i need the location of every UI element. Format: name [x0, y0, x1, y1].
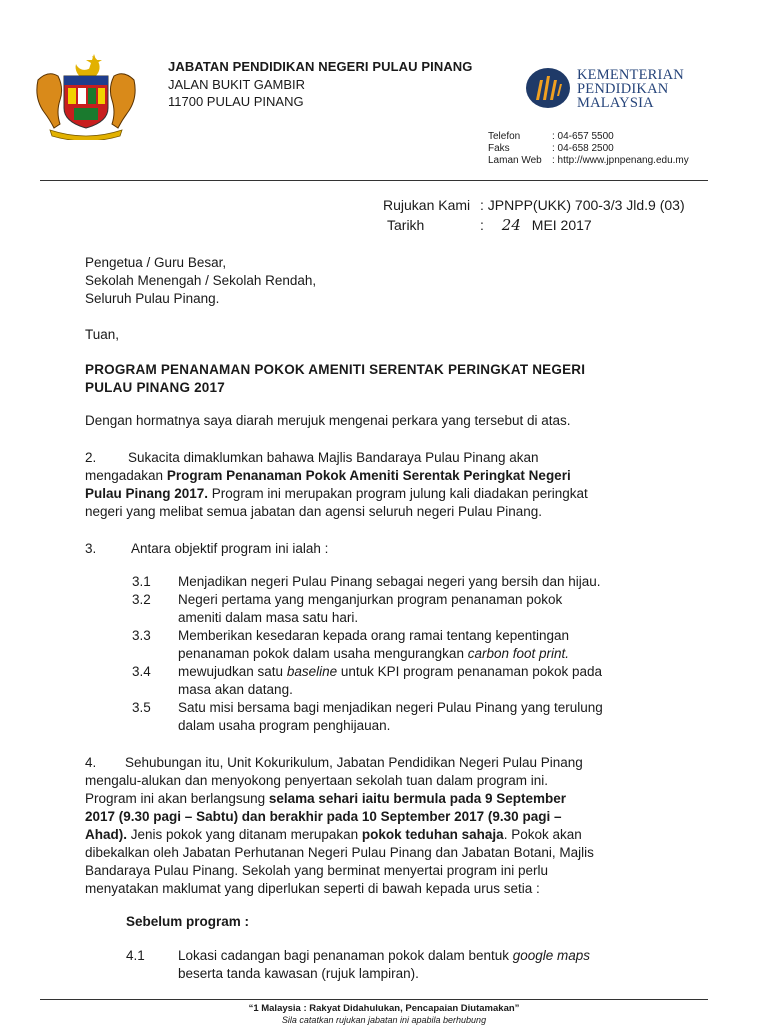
subject-line-2: PULAU PINANG 2017	[85, 380, 225, 395]
para4-line-2: mengalu-alukan dan menyokong penyertaan sekolah tuan dalam program ini.	[85, 773, 549, 788]
para4-line-1: Sehubungan itu, Unit Kokurikulum, Jabatan Pendidikan Negeri Pulau Pinang	[125, 755, 583, 770]
kpm-logo-icon	[524, 66, 572, 110]
letterhead-divider	[40, 180, 708, 181]
objective-text: Satu misi bersama bagi menjadikan negeri Pulau Pinang yang terulung	[178, 700, 603, 715]
objective-text: ameniti dalam masa satu hari.	[178, 610, 359, 625]
objective-text: Memberikan kesedaran kepada orang ramai tentang kepentingan	[178, 628, 570, 643]
item-text: Lokasi cadangan bagi penanaman pokok dalam bentuk	[178, 948, 513, 963]
para4-line-6: dibekalkan oleh Jabatan Perhutanan Negeri Pulau Pinang dan Jabatan Botani, Majlis	[85, 845, 594, 860]
shade-trees-bold: pokok teduhan sahaja	[361, 827, 504, 842]
coat-of-arms-icon	[30, 50, 142, 140]
para2-line-2	[85, 467, 571, 485]
para4-l5-text: Jenis pokok yang ditanam merupakan	[127, 827, 362, 842]
para4-line-3	[85, 790, 566, 808]
contact-phone	[488, 131, 614, 143]
para4-line-8: menyatakan maklumat yang diperlukan seperti di bawah kepada urus setia :	[85, 881, 540, 896]
address-line-1: JALAN BUKIT GAMBIR	[168, 77, 306, 92]
fax-value: : 04-658 2500	[552, 143, 614, 154]
para2-number: 2.	[85, 450, 97, 465]
phone-value: : 04-657 5500	[552, 131, 614, 142]
google-maps-italic: google maps	[512, 948, 591, 963]
ref-label: Rujukan Kami	[383, 197, 471, 213]
program-name-bold: Program Penanaman Pokok Ameniti Serentak Peringkat Negeri	[166, 468, 571, 483]
reference-line	[383, 197, 685, 213]
ref-value: : JPNPP(UKK) 700-3/3 Jld.9 (03)	[480, 197, 685, 213]
subject-line-1: PROGRAM PENANAMAN POKOK AMENITI SERENTAK PERINGKAT NEGERI	[85, 362, 586, 377]
objective-text-plain: mewujudkan satu	[178, 664, 287, 679]
objective-text: masa akan datang.	[178, 682, 293, 697]
objective-text: dalam usaha program penghijauan.	[178, 718, 391, 733]
baseline-italic: baseline	[286, 664, 338, 679]
intro-paragraph: Dengan hormatnya saya diarah merujuk mengenai perkara yang tersebut di atas.	[85, 413, 571, 428]
para3-lead: Antara objektif program ini ialah :	[131, 541, 329, 556]
department-name: JABATAN PENDIDIKAN NEGERI PULAU PINANG	[168, 59, 473, 74]
item-line-1	[178, 947, 590, 965]
para2-line-4: negeri yang melibat semua jabatan dan agensi seluruh negeri Pulau Pinang.	[85, 504, 543, 519]
recipient-line-2: Sekolah Menengah / Sekolah Rendah,	[85, 273, 317, 288]
objective-number: 3.4	[132, 664, 151, 679]
objective-text-plain: penanaman pokok dalam usaha mengurangkan	[178, 646, 468, 661]
fax-label: Faks	[488, 143, 510, 154]
objective-number: 3.1	[132, 574, 151, 589]
contact-web	[488, 155, 689, 167]
objective-text: Negeri pertama yang menganjurkan program penanaman pokok	[178, 592, 563, 607]
objective-number: 3.5	[132, 700, 151, 715]
web-label: Laman Web	[488, 155, 542, 166]
recipient-line-3: Seluruh Pulau Pinang.	[85, 291, 220, 306]
objective-text: Menjadikan negeri Pulau Pinang sebagai negeri yang bersih dan hijau.	[178, 574, 601, 589]
program-end-day-bold: Ahad).	[85, 827, 127, 842]
objective-text	[178, 663, 602, 681]
phone-label: Telefon	[488, 131, 521, 142]
objective-number: 3.2	[132, 592, 151, 607]
program-dates-bold: selama sehari iaitu bermula pada 9 September	[268, 791, 566, 806]
para4-line-5	[85, 826, 582, 844]
para3-number: 3.	[85, 541, 97, 556]
ministry-line-2: PENDIDIKAN	[577, 81, 669, 97]
web-value: : http://www.jpnpenang.edu.my	[552, 155, 689, 166]
para2-l2-text: mengadakan	[85, 468, 167, 483]
para4-line-4: 2017 (9.30 pagi – Sabtu) dan berakhir pada 10 September 2017 (9.30 pagi –	[85, 809, 562, 824]
date-label: Tarikh	[387, 217, 425, 233]
footer-note: Sila catatkan rujukan jabatan ini apabila berhubung	[281, 1015, 487, 1025]
objective-text-plain: untuk KPI program penanaman pokok pada	[337, 664, 603, 679]
para4-l3-text: Program ini akan berlangsung	[85, 791, 269, 806]
para2-line-3	[85, 485, 588, 503]
contact-fax	[488, 143, 614, 155]
objective-number: 3.3	[132, 628, 151, 643]
program-year-bold: Pulau Pinang 2017.	[85, 486, 209, 501]
ministry-line-3: MALAYSIA	[577, 95, 654, 111]
salutation: Tuan,	[85, 327, 120, 342]
para4-l5-tail: . Pokok akan	[503, 827, 582, 842]
para4-line-7: Bandaraya Pulau Pinang. Sekolah yang berminat menyertai program ini perlu	[85, 863, 549, 878]
para4-number: 4.	[85, 755, 97, 770]
objective-text	[178, 645, 569, 663]
date-line	[387, 216, 592, 234]
footer-divider	[40, 999, 708, 1000]
recipient-line-1: Pengetua / Guru Besar,	[85, 255, 227, 270]
ministry-line-1: KEMENTERIAN	[577, 67, 684, 83]
item-number: 4.1	[126, 948, 145, 963]
handwritten-day: 24	[501, 216, 521, 234]
date-month-year: MEI 2017	[531, 217, 592, 233]
before-program-heading: Sebelum program :	[126, 914, 250, 929]
para2-l3-text: Program ini merupakan program julung kali diadakan peringkat	[208, 486, 588, 501]
item-line-2: beserta tanda kawasan (rujuk lampiran).	[178, 966, 419, 981]
para2-line-1: Sukacita dimaklumkan bahawa Majlis Bandaraya Pulau Pinang akan	[128, 450, 539, 465]
date-colon: :	[480, 217, 484, 233]
carbon-footprint-italic: carbon foot print.	[467, 646, 570, 661]
footer-motto: “1 Malaysia : Rakyat Didahulukan, Pencapaian Diutamakan”	[248, 1003, 520, 1014]
address-line-2: 11700 PULAU PINANG	[168, 94, 304, 109]
